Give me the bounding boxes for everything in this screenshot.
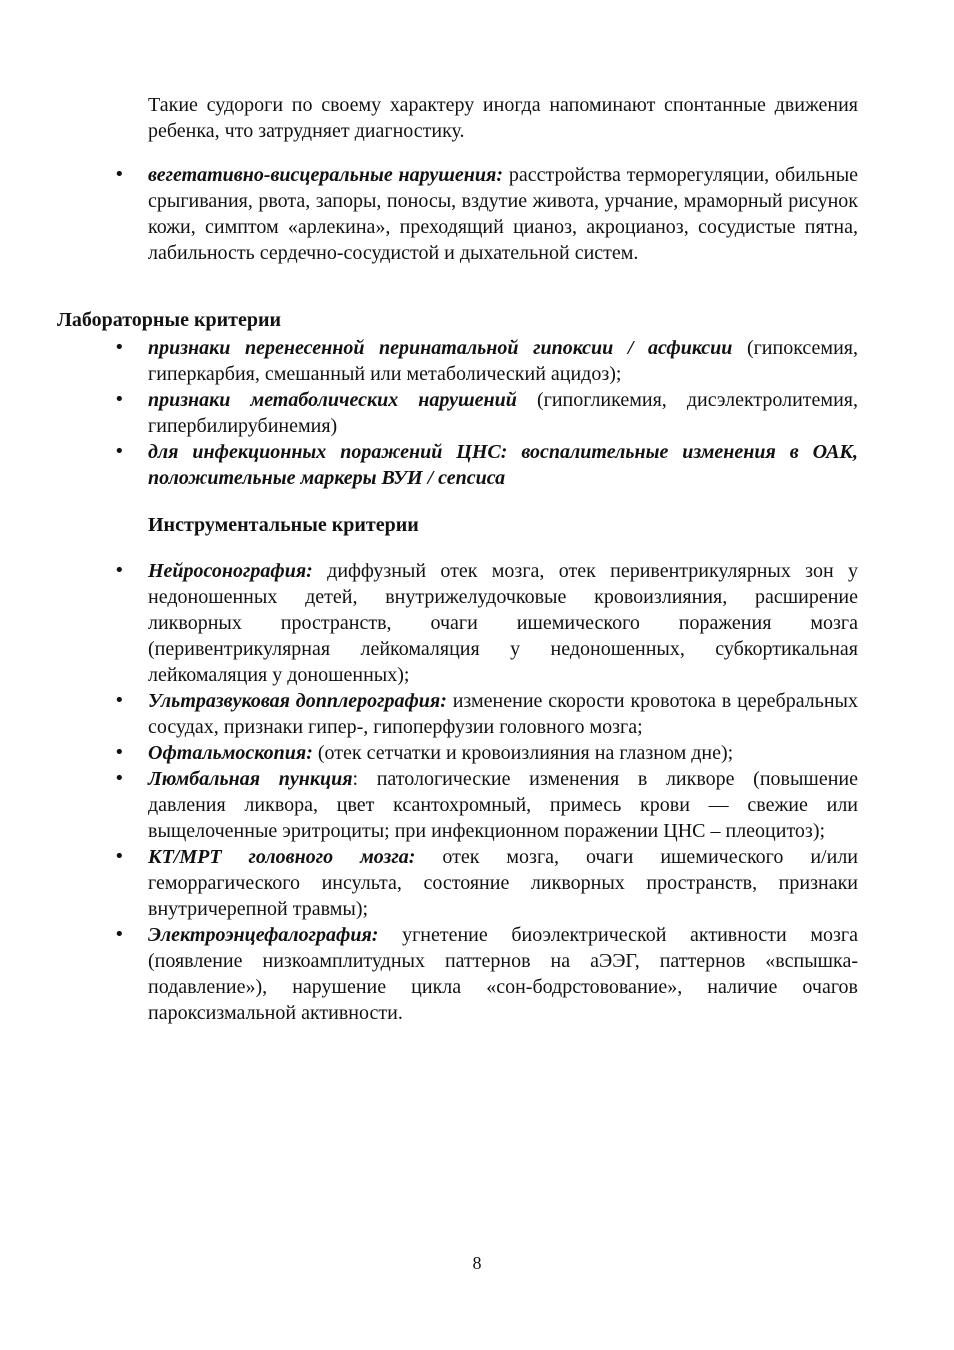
instrumental-criteria-heading: Инструментальные критерии <box>148 514 419 536</box>
list-item-term: признаки перенесенной перинатальной гипоксии / асфиксии <box>148 337 733 359</box>
bullet-icon: • <box>114 164 125 185</box>
list-item-term: Люмбальная пункция <box>148 768 353 790</box>
list-item-text: угнетение биоэлектрической активности мозга (появление низкоамплитудных паттернов на аЭЭГ, паттернов «вспышка-подавление»), нарушение цикла «сон-бодрстовование», наличие очагов пароксизмальной активности. <box>148 924 858 1024</box>
bullet-icon: • <box>114 690 125 711</box>
bullet-icon: • <box>114 441 125 462</box>
bullet-icon: • <box>114 924 125 945</box>
bullet-icon: • <box>114 389 125 410</box>
list-item <box>0 162 858 266</box>
lab-criteria-heading: Лабораторные критерии <box>57 309 281 331</box>
list-item <box>0 844 858 922</box>
list-item <box>0 335 858 387</box>
bullet-icon: • <box>114 846 125 867</box>
list-item <box>0 439 858 491</box>
list-item-text: изменение скорости кровотока в церебральных сосудах, признаки гипер-, гипоперфузии головного мозга; <box>148 690 858 738</box>
lab-list <box>0 335 954 491</box>
list-item-term: Нейросонография: <box>148 560 313 582</box>
intro-paragraph: Такие судороги по своему характеру иногда напоминают спонтанные движения ребенка, что затрудняет диагностику. <box>148 94 858 142</box>
bullet-icon: • <box>114 742 125 763</box>
list-item <box>0 740 858 766</box>
list-item-term: КТ/МРТ головного мозга: <box>148 846 416 868</box>
list-item-term: Ультразвуковая допплерография: <box>148 690 447 712</box>
page-number: 8 <box>472 1253 482 1273</box>
list-item-term: Электроэнцефалография: <box>148 924 379 946</box>
instrumental-list <box>0 558 954 1026</box>
list-item-text: расстройства терморегуляции, обильные срыгивания, рвота, запоры, поносы, вздутие живота, урчание, мраморный рисунок кожи, симптом «арлекина», преходящий цианоз, акроцианоз, сосудистые пятна, лабильность сердечно-сосудистой и дыхательной систем. <box>148 164 859 264</box>
bullet-icon: • <box>114 337 125 358</box>
list-item-term: вегетативно-висцеральные нарушения: <box>148 164 503 186</box>
list-item-text: диффузный отек мозга, отек перивентрикулярных зон у недоношенных детей, внутрижелудочковые кровоизлияния, расширение ликворных пространств, очаги ишемического поражения мозга (перивентрикулярная лейкомаляция у недоношенных, субкортикальная лейкомаляция у доношенных); <box>148 560 858 686</box>
bullet-icon: • <box>114 768 125 789</box>
list-item-term: Офтальмоскопия: <box>148 742 313 764</box>
list-item-text: (отек сетчатки и кровоизлияния на глазном дне); <box>312 742 734 764</box>
list-item <box>0 558 858 688</box>
list-item <box>0 766 858 844</box>
list-item-text: отек мозга, очаги ишемического и/или геморрагического инсульта, состояние ликворных пространств, признаки внутричерепной травмы); <box>148 846 858 920</box>
list-item-text: (гипоксемия, гиперкарбия, смешанный или метаболический ацидоз); <box>148 337 858 385</box>
vegetative-list <box>0 162 954 266</box>
list-item-term: для инфекционных поражений ЦНС: воспалительные изменения в ОАК, положительные маркеры ВУИ / сепсиса <box>148 441 858 489</box>
list-item-term: признаки метаболических нарушений <box>148 389 517 411</box>
list-item <box>0 387 858 439</box>
list-item <box>0 688 858 740</box>
bullet-icon: • <box>114 560 125 581</box>
list-item-text: : патологические изменения в ликворе (повышение давления ликвора, цвет ксантохромный, примесь крови — свежие или выщелоченные эритроциты; при инфекционном поражении ЦНС – плеоцитоз); <box>148 768 858 842</box>
list-item <box>0 922 858 1026</box>
list-item-text: (гипогликемия, дисэлектролитемия, гипербилирубинемия) <box>148 389 858 437</box>
